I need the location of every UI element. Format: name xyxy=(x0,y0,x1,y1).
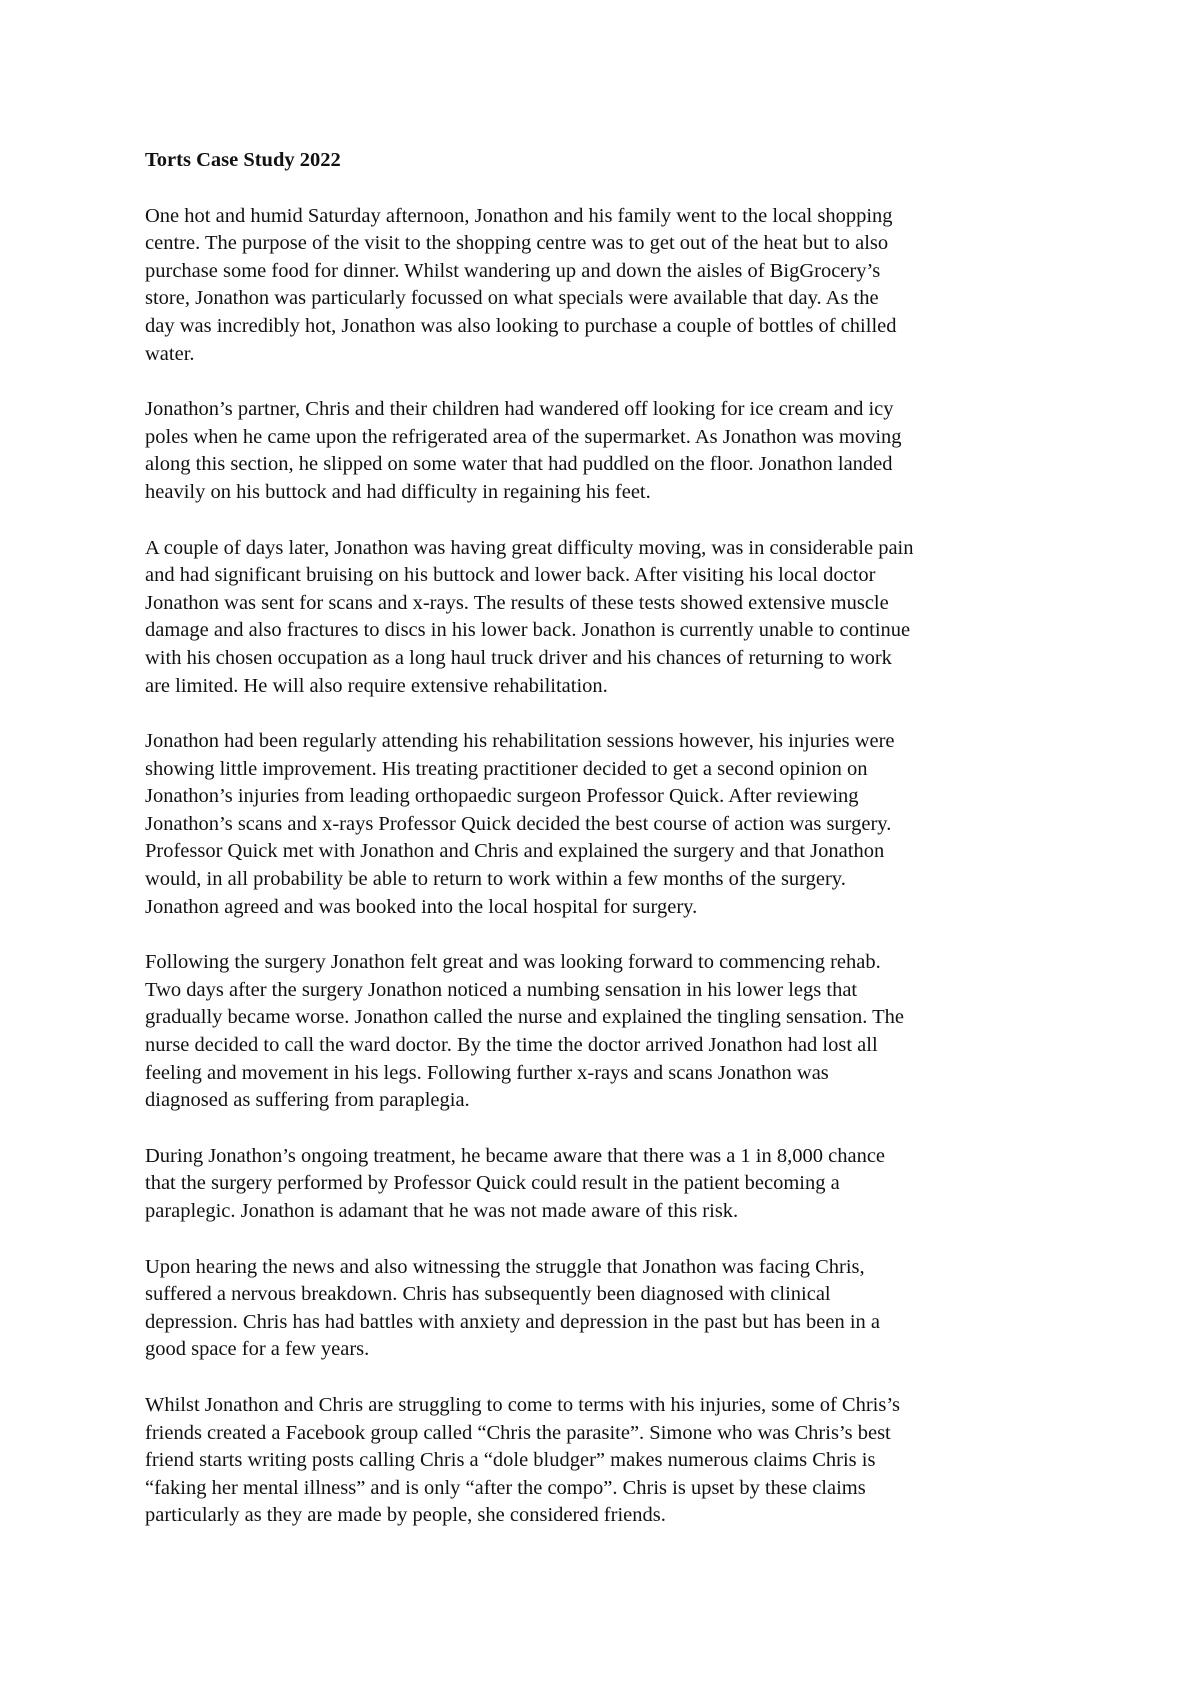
paragraph-line: damage and also fractures to discs in his lower back. Jonathon is currently unable to continue xyxy=(145,619,911,642)
paragraph xyxy=(145,396,1075,506)
paragraph-line: that the surgery performed by Professor Quick could result in the patient becoming a xyxy=(145,1172,840,1195)
paragraph-line: “faking her mental illness” and is only “after the compo”. Chris is upset by these claims xyxy=(145,1476,866,1499)
paragraph-line: A couple of days later, Jonathon was having great difficulty moving, was in considerable pain xyxy=(145,536,914,559)
paragraph-line: During Jonathon’s ongoing treatment, he became aware that there was a 1 in 8,000 chance xyxy=(145,1144,886,1167)
paragraph xyxy=(145,728,1075,921)
paragraph-line: Jonathon agreed and was booked into the local hospital for surgery. xyxy=(145,895,698,918)
paragraph-line: Jonathon was sent for scans and x-rays. The results of these tests showed extensive muscle xyxy=(145,591,889,614)
paragraph-line: day was incredibly hot, Jonathon was also looking to purchase a couple of bottles of chilled xyxy=(145,314,897,337)
paragraph-line: Two days after the surgery Jonathon noticed a numbing sensation in his lower legs that xyxy=(145,978,858,1001)
paragraph-line: would, in all probability be able to return to work within a few months of the surgery. xyxy=(145,868,846,891)
paragraph-line: friend starts writing posts calling Chris a “dole bludger” makes numerous claims Chris is xyxy=(145,1449,876,1472)
document-title: Torts Case Study 2022 xyxy=(145,149,341,171)
paragraph-line: along this section, he slipped on some water that had puddled on the floor. Jonathon landed xyxy=(145,453,893,476)
paragraph-line: gradually became worse. Jonathon called the nurse and explained the tingling sensation. The xyxy=(145,1006,905,1029)
paragraph-line: particularly as they are made by people, she considered friends. xyxy=(145,1504,666,1527)
paragraph xyxy=(145,535,1075,701)
paragraph xyxy=(145,1392,1075,1530)
paragraph-line: nurse decided to call the ward doctor. By the time the doctor arrived Jonathon had lost all xyxy=(145,1034,878,1057)
paragraph-line: purchase some food for dinner. Whilst wandering up and down the aisles of BigGrocery’s xyxy=(145,259,881,282)
paragraph-line: paraplegic. Jonathon is adamant that he was not made aware of this risk. xyxy=(145,1200,739,1222)
paragraph-line: are limited. He will also require extensive rehabilitation. xyxy=(145,674,608,697)
paragraph xyxy=(145,203,1075,369)
paragraph-line: depression. Chris has had battles with anxiety and depression in the past but has been in a xyxy=(145,1310,880,1333)
document-body xyxy=(145,147,1075,1558)
paragraph-line: Jonathon’s scans and x-rays Professor Quick decided the best course of action was surgery. xyxy=(145,812,892,835)
paragraph-line: diagnosed as suffering from paraplegia. xyxy=(145,1089,470,1112)
paragraph-line: poles when he came upon the refrigerated area of the supermarket. As Jonathon was moving xyxy=(145,425,902,448)
paragraph-line: and had significant bruising on his buttock and lower back. After visiting his local doctor xyxy=(145,564,876,587)
paragraph-line: centre. The purpose of the visit to the shopping centre was to get out of the heat but to also xyxy=(145,232,889,255)
paragraph xyxy=(145,1254,1075,1364)
paragraph-line: Following the surgery Jonathon felt great and was looking forward to commencing rehab. xyxy=(145,951,881,974)
paragraph-line: heavily on his buttock and had difficulty in regaining his feet. xyxy=(145,480,651,503)
paragraph-line: suffered a nervous breakdown. Chris has subsequently been diagnosed with clinical xyxy=(145,1283,831,1306)
paragraph-line: Jonathon had been regularly attending his rehabilitation sessions however, his injuries were xyxy=(145,730,895,753)
paragraph-line: showing little improvement. His treating practitioner decided to get a second opinion on xyxy=(145,757,868,780)
paragraph-line: Jonathon’s partner, Chris and their children had wandered off looking for ice cream and icy xyxy=(145,398,894,421)
paragraph-line: store, Jonathon was particularly focussed on what specials were available that day. As the xyxy=(145,287,879,310)
paragraph-line: Jonathon’s injuries from leading orthopaedic surgeon Professor Quick. After reviewing xyxy=(145,785,859,808)
paragraph-line: One hot and humid Saturday afternoon, Jonathon and his family went to the local shopping xyxy=(145,204,893,227)
paragraph-line: with his chosen occupation as a long haul truck driver and his chances of returning to work xyxy=(145,646,892,669)
paragraph-line: friends created a Facebook group called “Chris the parasite”. Simone who was Chris’s best xyxy=(145,1421,891,1444)
paragraph-line: water. xyxy=(145,342,195,365)
paragraph-line: feeling and movement in his legs. Following further x-rays and scans Jonathon was xyxy=(145,1061,829,1084)
paragraph-list xyxy=(145,203,1075,1530)
paragraph-line: good space for a few years. xyxy=(145,1338,370,1361)
paragraph-line: Whilst Jonathon and Chris are struggling to come to terms with his injuries, some of Chris’s xyxy=(145,1393,901,1416)
paragraph-line: Upon hearing the news and also witnessing the struggle that Jonathon was facing Chris, xyxy=(145,1255,865,1278)
paragraph-line: Professor Quick met with Jonathon and Chris and explained the surgery and that Jonathon xyxy=(145,840,885,863)
paragraph xyxy=(145,1143,1075,1226)
paragraph xyxy=(145,949,1075,1115)
